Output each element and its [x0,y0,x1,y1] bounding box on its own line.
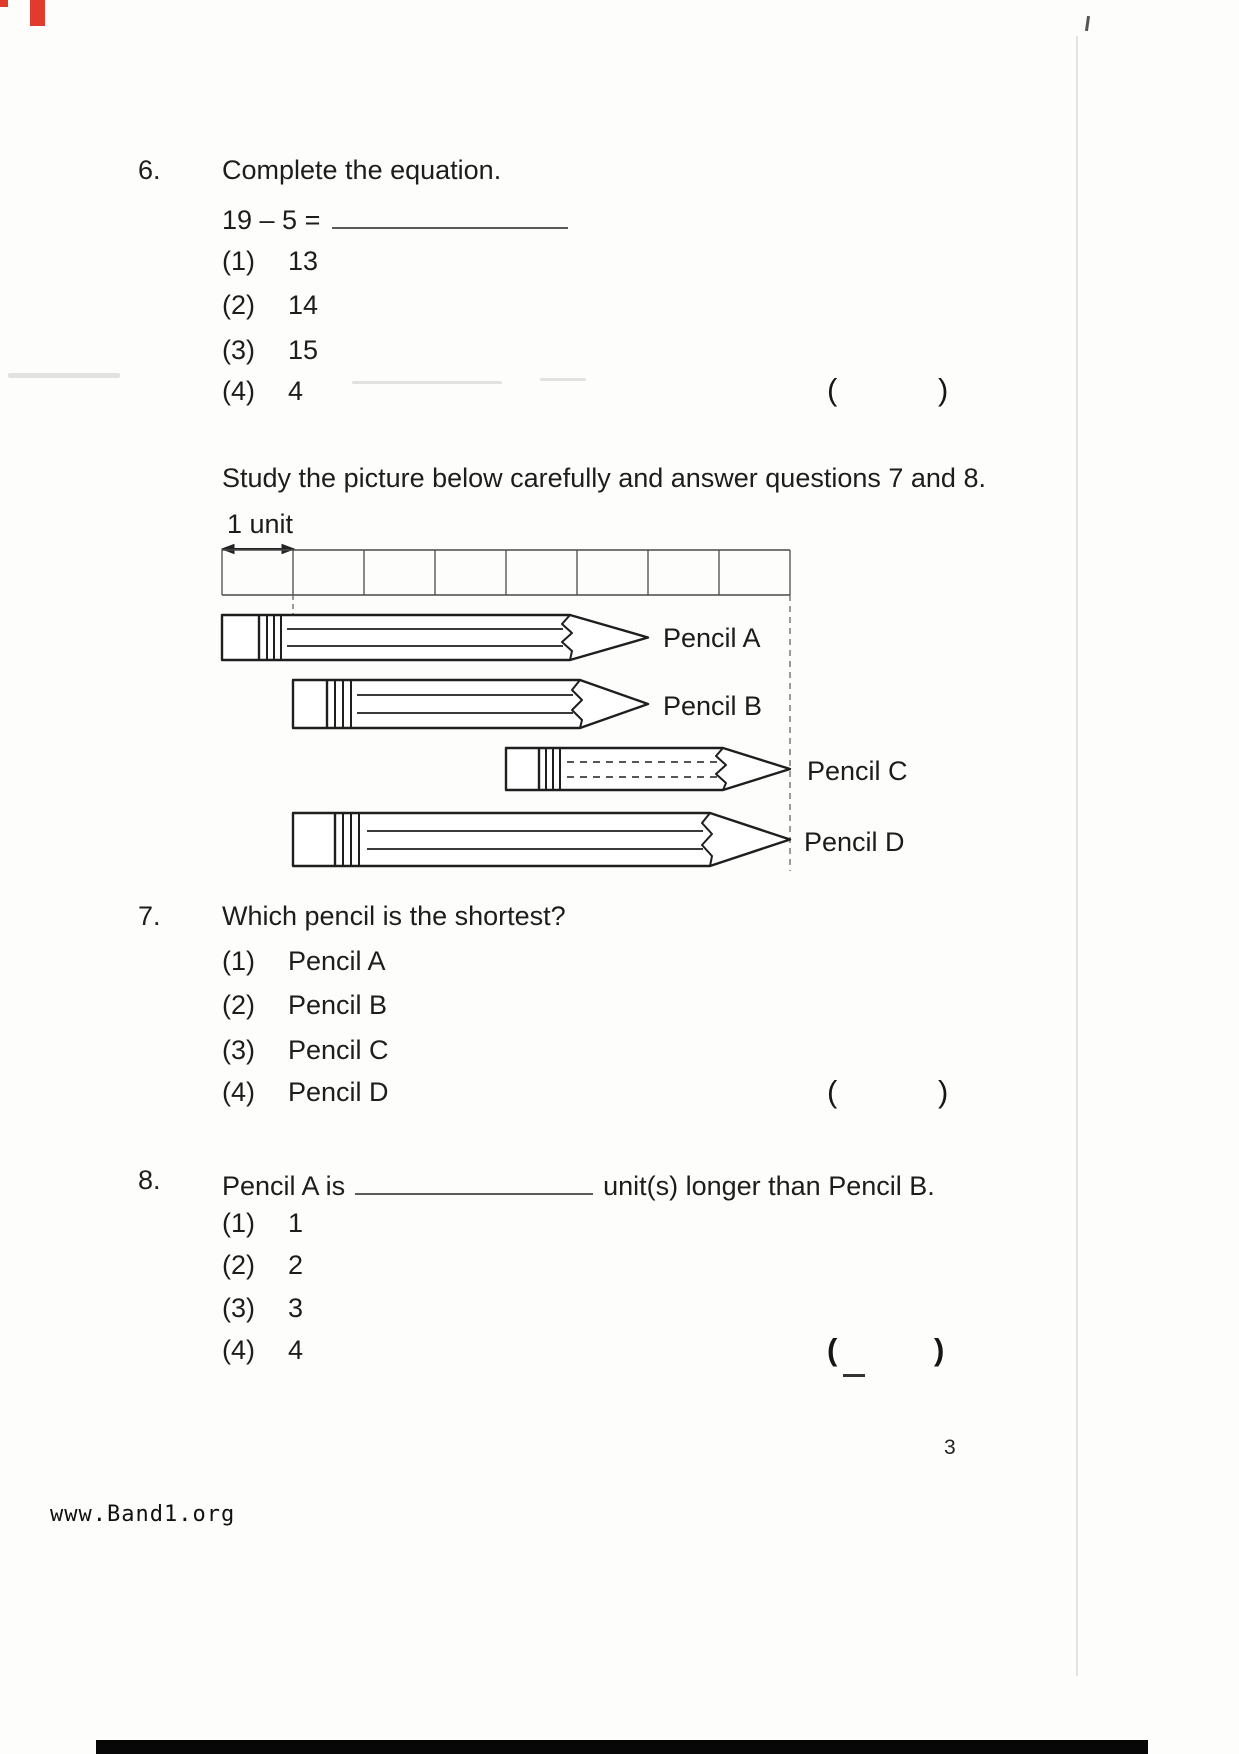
scan-dash-mark [843,1374,865,1377]
q7-option-4 [222,1077,389,1108]
pencil-a-label: Pencil A [663,623,761,653]
q6-answer-blank [332,199,568,229]
scan-speck [352,381,502,384]
q6-number: 6. [138,155,161,185]
ruler [222,550,790,595]
q6-answer-bracket-open: ( [827,372,838,407]
option-value: 4 [288,376,304,406]
q8-answer-blank [355,1165,593,1195]
q6-option-3 [222,335,318,366]
option-value: Pencil A [288,946,386,976]
unit-arrow-icon [222,545,294,554]
option-label: (2) [222,990,255,1020]
option-label: (1) [222,946,255,976]
option-label: (4) [222,376,255,406]
option-value: Pencil D [288,1077,389,1107]
bottom-scan-bar [96,1740,1148,1754]
option-label: (2) [222,1250,255,1280]
q7-option-1 [222,946,386,977]
option-value: 1 [288,1208,304,1238]
unit-label: 1 unit [227,509,294,539]
option-value: 15 [288,335,319,365]
red-scan-mark-small [0,0,8,7]
q6-option-1 [222,246,318,277]
q8-prompt-row [222,1165,935,1202]
option-label: (4) [222,1335,255,1365]
q6-option-4 [222,376,303,407]
q8-prompt-before: Pencil A is [222,1171,346,1201]
q7-option-3 [222,1035,389,1066]
q8-answer-bracket-close: ) [934,1332,945,1367]
option-label: (3) [222,1293,255,1323]
q8-answer-bracket-open: ( [827,1332,838,1367]
scan-speck [8,373,120,378]
pencil-b-label: Pencil B [663,691,763,721]
q6-equation-text: 19 – 5 = [222,205,321,235]
option-label: (3) [222,335,255,365]
q6-option-2 [222,290,318,321]
q7-answer-bracket-close: ) [938,1074,949,1109]
q6-answer-bracket-close: ) [938,372,949,407]
instruction-text: Study the picture below carefully and answer questions 7 and 8. [222,463,986,493]
pencil-d-label: Pencil D [804,827,905,857]
option-value: 13 [288,246,319,276]
q8-prompt-after: unit(s) longer than Pencil B. [603,1171,935,1201]
red-scan-mark [30,0,45,26]
option-label: (1) [222,246,255,276]
q6-prompt: Complete the equation. [222,155,502,185]
option-label: (2) [222,290,255,320]
option-value: 4 [288,1335,304,1365]
q7-prompt: Which pencil is the shortest? [222,901,566,931]
pencil-diagram [215,503,935,875]
scan-speck [540,378,586,381]
option-value: 14 [288,290,319,320]
pencil-c-label: Pencil C [807,756,908,786]
scan-vertical-line [1076,36,1078,1676]
option-value: Pencil B [288,990,388,1020]
option-label: (3) [222,1035,255,1065]
pencil-d [293,813,790,866]
q8-option-4 [222,1335,303,1366]
ruler-ticks [222,550,790,595]
q8-option-3 [222,1293,303,1324]
q7-answer-bracket-open: ( [827,1074,838,1109]
scan-tick-mark [1085,16,1090,31]
option-value: 2 [288,1250,304,1280]
q7-option-2 [222,990,387,1021]
q8-option-2 [222,1250,303,1281]
option-value: 3 [288,1293,304,1323]
q6-equation-row [222,199,568,236]
pencil-b [293,680,648,728]
pencil-a [222,615,648,660]
option-label: (1) [222,1208,255,1238]
pencil-c [506,748,790,790]
footer-url: www.Band1.org [50,1502,236,1527]
q7-number: 7. [138,901,161,931]
option-value: Pencil C [288,1035,389,1065]
q8-number: 8. [138,1165,161,1195]
option-label: (4) [222,1077,255,1107]
q8-option-1 [222,1208,303,1239]
page-number: 3 [944,1436,956,1459]
